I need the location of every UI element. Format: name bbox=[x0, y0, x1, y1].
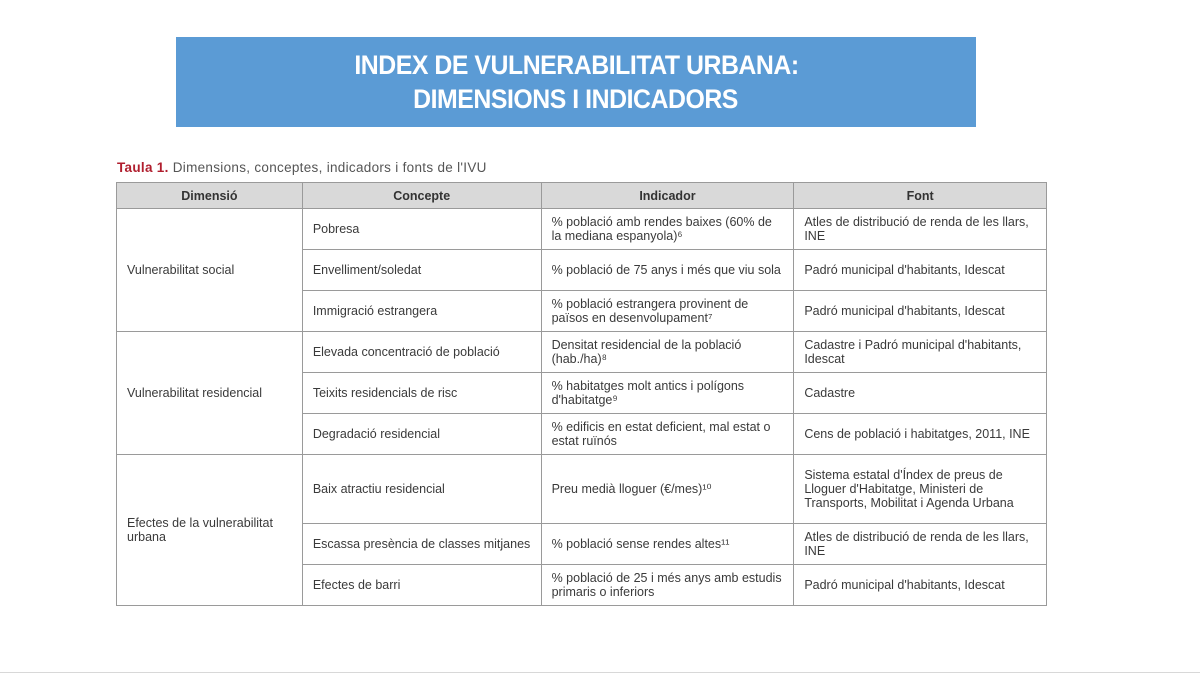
font-cell: Atles de distribució de renda de les llars, INE bbox=[794, 209, 1047, 250]
font-cell: Cadastre bbox=[794, 373, 1047, 414]
indicador-cell: % edificis en estat deficient, mal estat o estat ruïnós bbox=[541, 414, 794, 455]
indicador-cell: % població amb rendes baixes (60% de la mediana espanyola)⁶ bbox=[541, 209, 794, 250]
table-header-row bbox=[117, 183, 1047, 209]
concepte-cell: Immigració estrangera bbox=[302, 291, 541, 332]
table-caption-label: Taula 1. bbox=[117, 160, 169, 175]
bottom-divider bbox=[0, 672, 1200, 673]
font-cell: Padró municipal d'habitants, Idescat bbox=[794, 291, 1047, 332]
header-font: Font bbox=[794, 183, 1047, 209]
title-banner bbox=[176, 37, 976, 127]
indicador-cell: Densitat residencial de la població (hab./ha)⁸ bbox=[541, 332, 794, 373]
header-dimensio: Dimensió bbox=[117, 183, 303, 209]
concepte-cell: Elevada concentració de població bbox=[302, 332, 541, 373]
table-caption bbox=[117, 160, 487, 175]
indicador-cell: % població sense rendes altes¹¹ bbox=[541, 524, 794, 565]
header-indicador: Indicador bbox=[541, 183, 794, 209]
header-concepte: Concepte bbox=[302, 183, 541, 209]
dimension-cell: Vulnerabilitat residencial bbox=[117, 332, 303, 455]
concepte-cell: Envelliment/soledat bbox=[302, 250, 541, 291]
dimension-cell: Vulnerabilitat social bbox=[117, 209, 303, 332]
indicador-cell: Preu medià lloguer (€/mes)¹⁰ bbox=[541, 455, 794, 524]
font-cell: Cadastre i Padró municipal d'habitants, Idescat bbox=[794, 332, 1047, 373]
table-row bbox=[117, 455, 1047, 524]
indicador-cell: % habitatges molt antics i polígons d'habitatge⁹ bbox=[541, 373, 794, 414]
font-cell: Cens de població i habitatges, 2011, INE bbox=[794, 414, 1047, 455]
table-row bbox=[117, 209, 1047, 250]
title-line-2: DIMENSIONS I INDICADORS bbox=[413, 84, 739, 114]
concepte-cell: Efectes de barri bbox=[302, 565, 541, 606]
font-cell: Padró municipal d'habitants, Idescat bbox=[794, 565, 1047, 606]
table-row bbox=[117, 332, 1047, 373]
ivu-table bbox=[116, 182, 1047, 606]
indicador-cell: % població de 75 anys i més que viu sola bbox=[541, 250, 794, 291]
concepte-cell: Teixits residencials de risc bbox=[302, 373, 541, 414]
concepte-cell: Baix atractiu residencial bbox=[302, 455, 541, 524]
dimension-cell: Efectes de la vulnerabilitat urbana bbox=[117, 455, 303, 606]
title-line-1: INDEX DE VULNERABILITAT URBANA: bbox=[353, 50, 799, 80]
concepte-cell: Pobresa bbox=[302, 209, 541, 250]
table-caption-text: Dimensions, conceptes, indicadors i fonts de l'IVU bbox=[168, 160, 487, 175]
indicador-cell: % població estrangera provinent de països en desenvolupament⁷ bbox=[541, 291, 794, 332]
concepte-cell: Escassa presència de classes mitjanes bbox=[302, 524, 541, 565]
concepte-cell: Degradació residencial bbox=[302, 414, 541, 455]
font-cell: Padró municipal d'habitants, Idescat bbox=[794, 250, 1047, 291]
font-cell: Sistema estatal d'Índex de preus de Lloguer d'Habitatge, Ministeri de Transports, Mobilitat i Agenda Urbana bbox=[794, 455, 1047, 524]
indicador-cell: % població de 25 i més anys amb estudis primaris o inferiors bbox=[541, 565, 794, 606]
font-cell: Atles de distribució de renda de les llars, INE bbox=[794, 524, 1047, 565]
